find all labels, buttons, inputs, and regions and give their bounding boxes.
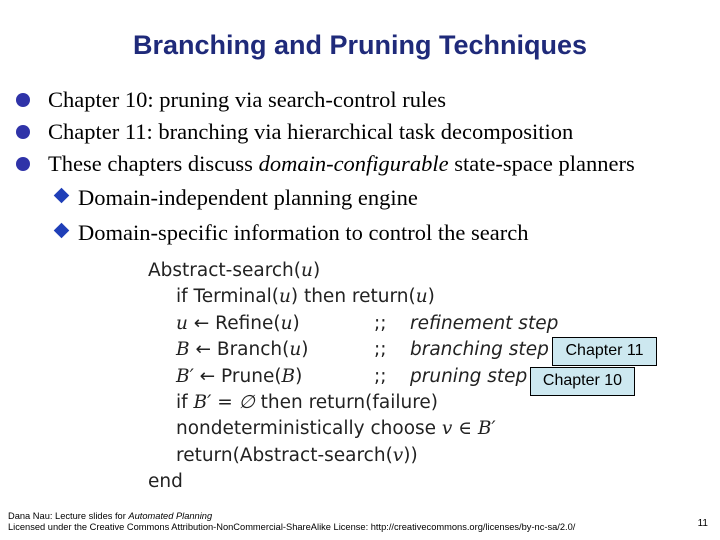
code-variable: u	[289, 339, 302, 361]
bullet-list	[6, 84, 718, 250]
bullet-dot-icon	[16, 157, 30, 171]
bullet-dot-icon	[16, 125, 30, 139]
bullet-text: Chapter 11: branching via hierarchical task decomposition	[48, 119, 574, 144]
bullet-item	[6, 148, 718, 180]
bullet-dot-icon	[16, 93, 30, 107]
bullet-item	[6, 84, 718, 116]
bullet-item	[6, 116, 718, 148]
code-text: )	[301, 339, 309, 361]
code-text: nondeterministically choose	[176, 418, 442, 440]
code-text: if Terminal(	[176, 286, 279, 308]
code-text: )	[292, 312, 300, 334]
code-variable: B	[281, 365, 296, 387]
code-text: ) then return(	[290, 286, 416, 308]
code-comment: branching step	[410, 339, 549, 361]
code-comment: pruning step	[410, 365, 528, 387]
bullet-text-emphasis: domain-configurable	[258, 151, 449, 176]
footer-line-2: Licensed under the Creative Commons Attribution-NonCommercial-ShareAlike License: http://creativecommons.org/licenses/by-nc-sa/2.0/	[8, 522, 576, 532]
page-number: 11	[697, 518, 708, 529]
bullet-text-before: These chapters discuss	[48, 151, 259, 176]
bullet-text: Chapter 10: pruning via search-control rules	[48, 87, 447, 112]
chapter-10-callout: Chapter 10	[530, 367, 635, 396]
code-text: Abstract-search(	[148, 260, 302, 281]
bullet-text-after: state-space planners	[448, 151, 635, 176]
sub-bullet-item	[6, 215, 718, 250]
footer-line-1	[8, 511, 575, 522]
footer-text: Dana Nau: Lecture slides for	[8, 511, 129, 521]
code-text: end	[148, 471, 183, 493]
comment-marker: ;;	[374, 312, 387, 334]
code-text: if	[176, 391, 194, 413]
code-math: v ∈ B′	[441, 418, 496, 440]
slide-title: Branching and Pruning Techniques	[132, 30, 588, 60]
code-text: )	[427, 286, 435, 308]
sub-bullet-item	[6, 180, 718, 215]
code-text: return(Abstract-search(	[176, 444, 393, 466]
code-math: B′ = ∅	[193, 391, 255, 413]
comment-marker: ;;	[374, 365, 387, 387]
chapter-11-callout: Chapter 11	[552, 337, 657, 366]
code-text: )	[312, 260, 321, 281]
code-variable: u	[280, 312, 293, 334]
code-comment: refinement step	[410, 312, 559, 334]
code-variable: u	[278, 286, 291, 308]
code-variable: u	[176, 312, 188, 334]
code-variable: u	[415, 286, 428, 308]
footer-credits	[8, 511, 575, 533]
code-variable: v	[392, 444, 404, 466]
diamond-bullet-icon	[54, 223, 70, 239]
code-variable: B′	[176, 365, 194, 387]
code-text: )	[295, 365, 303, 387]
comment-marker: ;;	[374, 339, 387, 361]
code-text: ))	[403, 444, 418, 466]
code-variable: B	[176, 339, 190, 361]
sub-bullet-text: Domain-specific information to control the search	[78, 220, 529, 245]
code-text: ← Prune(	[193, 365, 282, 387]
diamond-bullet-icon	[54, 188, 70, 204]
code-variable: u	[301, 260, 313, 281]
code-text: then return(failure)	[254, 391, 439, 413]
sub-bullet-text: Domain-independent planning engine	[78, 185, 418, 210]
code-text: ← Branch(	[189, 339, 290, 361]
code-text: ← Refine(	[187, 312, 281, 334]
footer-book-title: Automated Planning	[128, 511, 213, 521]
